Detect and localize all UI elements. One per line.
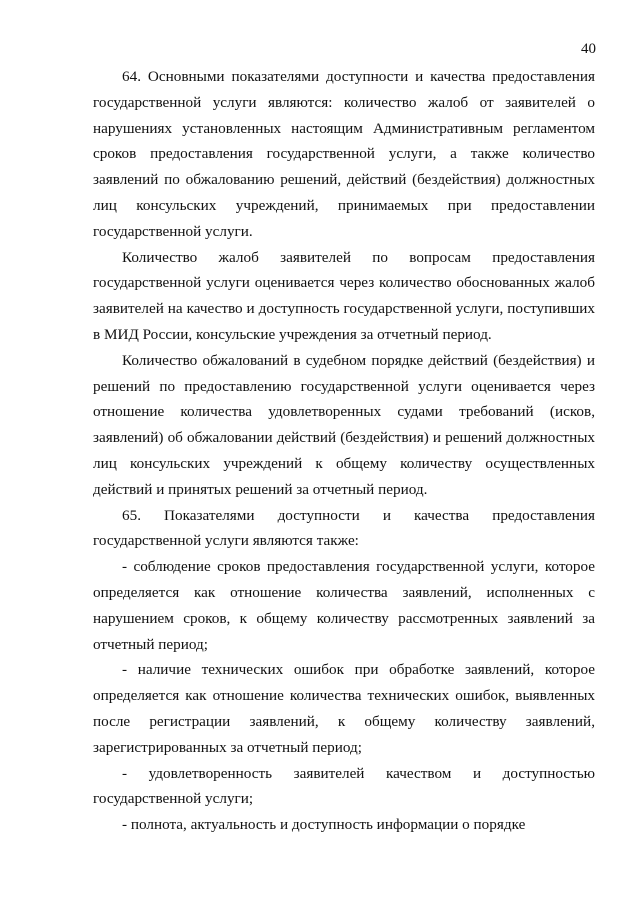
list-item-satisfaction: - удовлетворенность заявителей качеством и доступностью государственной услуги; [93,764,595,808]
list-item-technical-errors: - наличие технических ошибок при обработке заявлений, которое определяется как отношение количества технических ошибок, выявленных после регистрации заявлений, к общему количеству заявлений, зарегистрированных за отчетный период; [93,661,595,756]
list-item-information: - полнота, актуальность и доступность информации о порядке [122,816,526,834]
paragraph-complaints-count: Количество жалоб заявителей по вопросам предоставления государственной услуги оценивается через количество обоснованных жалоб заявителей на качество и доступность государственной услуги, поступивших в МИД России, консульские учреждения за отчетный период. [93,248,595,343]
paragraph-65: 65. Показателями доступности и качества предоставления государственной услуги являются также: [93,506,595,550]
paragraph-64: 64. Основными показателями доступности и качества предоставления государственной услуги являются: количество жалоб от заявителей о нарушениях установленных настоящим Административным регламентом сроков предоставления государственной услуги, а также количество заявлений по обжалованию решений, действий (бездействия) должностных лиц консульских учреждений, принимаемых при предоставлении государственной услуги. [93,68,595,240]
list-item-deadlines: - соблюдение сроков предоставления государственной услуги, которое определяется как отношение количества заявлений, исполненных с нарушением сроков, к общему количеству рассмотренных заявлений за отчетный период; [93,558,595,653]
document-body [93,64,595,838]
page-number: 40 [581,41,596,57]
paragraph-court-appeals: Количество обжалований в судебном порядке действий (бездействия) и решений по предоставлению государственной услуги оценивается через отношение количества удовлетворенных судами требований (исков, заявлений) об обжаловании действий (бездействия) и решений должностных лиц консульских учреждений к общему количеству осуществленных действий и принятых решений за отчетный период. [93,351,595,498]
